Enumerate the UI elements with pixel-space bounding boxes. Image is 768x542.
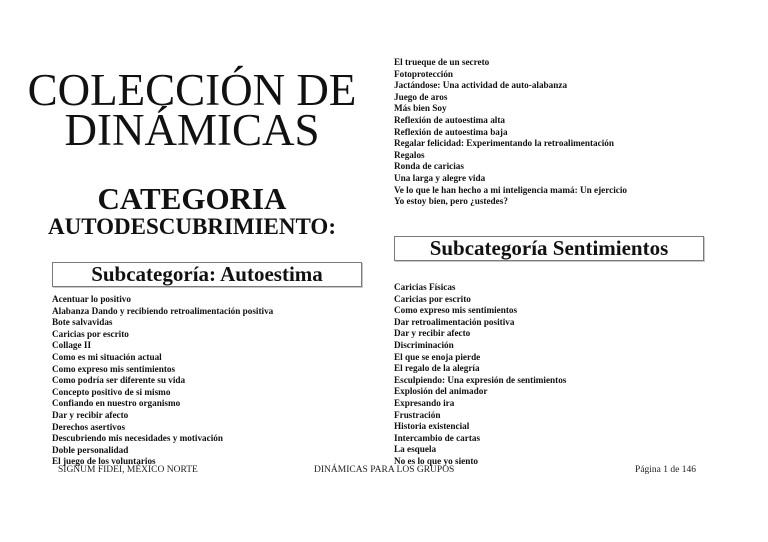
subcategory-autoestima-heading: Subcategoría: Autoestima <box>52 262 362 287</box>
list-item: Esculpiendo: Una expresión de sentimientos <box>394 374 567 385</box>
list-item: Historia existencial <box>394 421 470 432</box>
list-item: Caricias por escrito <box>394 293 471 304</box>
list-item: Más bien Soy <box>394 103 447 114</box>
list-item: Como podría ser diferente su vida <box>52 375 186 386</box>
list-item: Collage II <box>52 340 92 351</box>
list-item: Como expreso mis sentimientos <box>52 363 176 374</box>
footer-left: SIGNUM FIDEI, MÉXICO NORTE <box>58 465 198 475</box>
list-item: Reflexión de autoestima alta <box>394 114 505 125</box>
sentimientos-list <box>394 282 566 468</box>
list-item: Discriminación <box>394 339 454 350</box>
footer-page-number: Página 1 de 146 <box>635 465 696 475</box>
list-item: Intercambio de cartas <box>394 432 481 443</box>
list-item: Ve lo que le han hecho a mi inteligencia mamá: Un ejercicio <box>394 184 627 195</box>
document-title-line-2: DINÁMICAS <box>64 105 320 155</box>
list-item: Como es mi situación actual <box>52 351 162 362</box>
list-item: Ronda de caricias <box>394 161 464 172</box>
list-item: No es lo que yo siento <box>394 455 478 466</box>
list-item: Concepto positivo de si mismo <box>52 386 171 397</box>
list-item: Fotoprotección <box>394 68 454 79</box>
list-item: Expresando ira <box>394 397 455 408</box>
list-item: Como expreso mis sentimientos <box>394 305 518 316</box>
list-item: Regalos <box>394 149 425 160</box>
autoestima-list-right <box>394 57 627 208</box>
list-item: Jactándose: Una actividad de auto-alabanza <box>394 80 568 91</box>
list-item: El regalo de la alegría <box>394 363 480 374</box>
list-item: Doble personalidad <box>52 444 129 455</box>
list-item: Dar y recibir afecto <box>394 328 471 339</box>
subcategory-sentimientos-heading: Subcategoría Sentimientos <box>394 236 704 261</box>
list-item: Alabanza Dando y recibiendo retroalimentación positiva <box>52 305 274 316</box>
category-name: AUTODESCUBRIMIENTO: <box>48 214 336 239</box>
category-label: CATEGORIA <box>97 181 287 216</box>
document-title-line-1: COLECCIÓN DE <box>27 65 357 115</box>
list-item: Dar retroalimentación positiva <box>394 316 515 327</box>
footer-center: DINÁMICAS PARA LOS GRUPOS <box>314 465 455 475</box>
list-item: El que se enoja pierde <box>394 351 481 362</box>
list-item: Explosión del animador <box>394 386 488 397</box>
list-item: Yo estoy bien, pero ¿ustedes? <box>394 196 508 207</box>
list-item: Descubriendo mis necesidades y motivación <box>52 433 223 444</box>
list-item: Bote salvavidas <box>52 317 113 328</box>
list-item: Acentuar lo positivo <box>52 294 131 304</box>
list-item: Caricias Físicas <box>394 282 456 292</box>
list-item: Juego de aros <box>394 91 448 102</box>
list-item: Derechos asertivos <box>52 421 126 432</box>
list-item: Confiando en nuestro organismo <box>52 398 181 409</box>
list-item: Reflexión de autoestima baja <box>394 126 508 137</box>
list-item: La esquela <box>394 444 437 455</box>
list-item: Una larga y alegre vida <box>394 172 486 183</box>
list-item: El trueque de un secreto <box>394 57 490 67</box>
list-item: Caricias por escrito <box>52 328 129 339</box>
list-item: Frustración <box>394 409 441 420</box>
list-item: Dar y recibir afecto <box>52 409 129 420</box>
autoestima-list-left <box>52 294 273 468</box>
list-item: El juego de los voluntarios <box>52 456 156 467</box>
list-item: Regalar felicidad: Experimentando la retroalimentación <box>394 138 614 149</box>
